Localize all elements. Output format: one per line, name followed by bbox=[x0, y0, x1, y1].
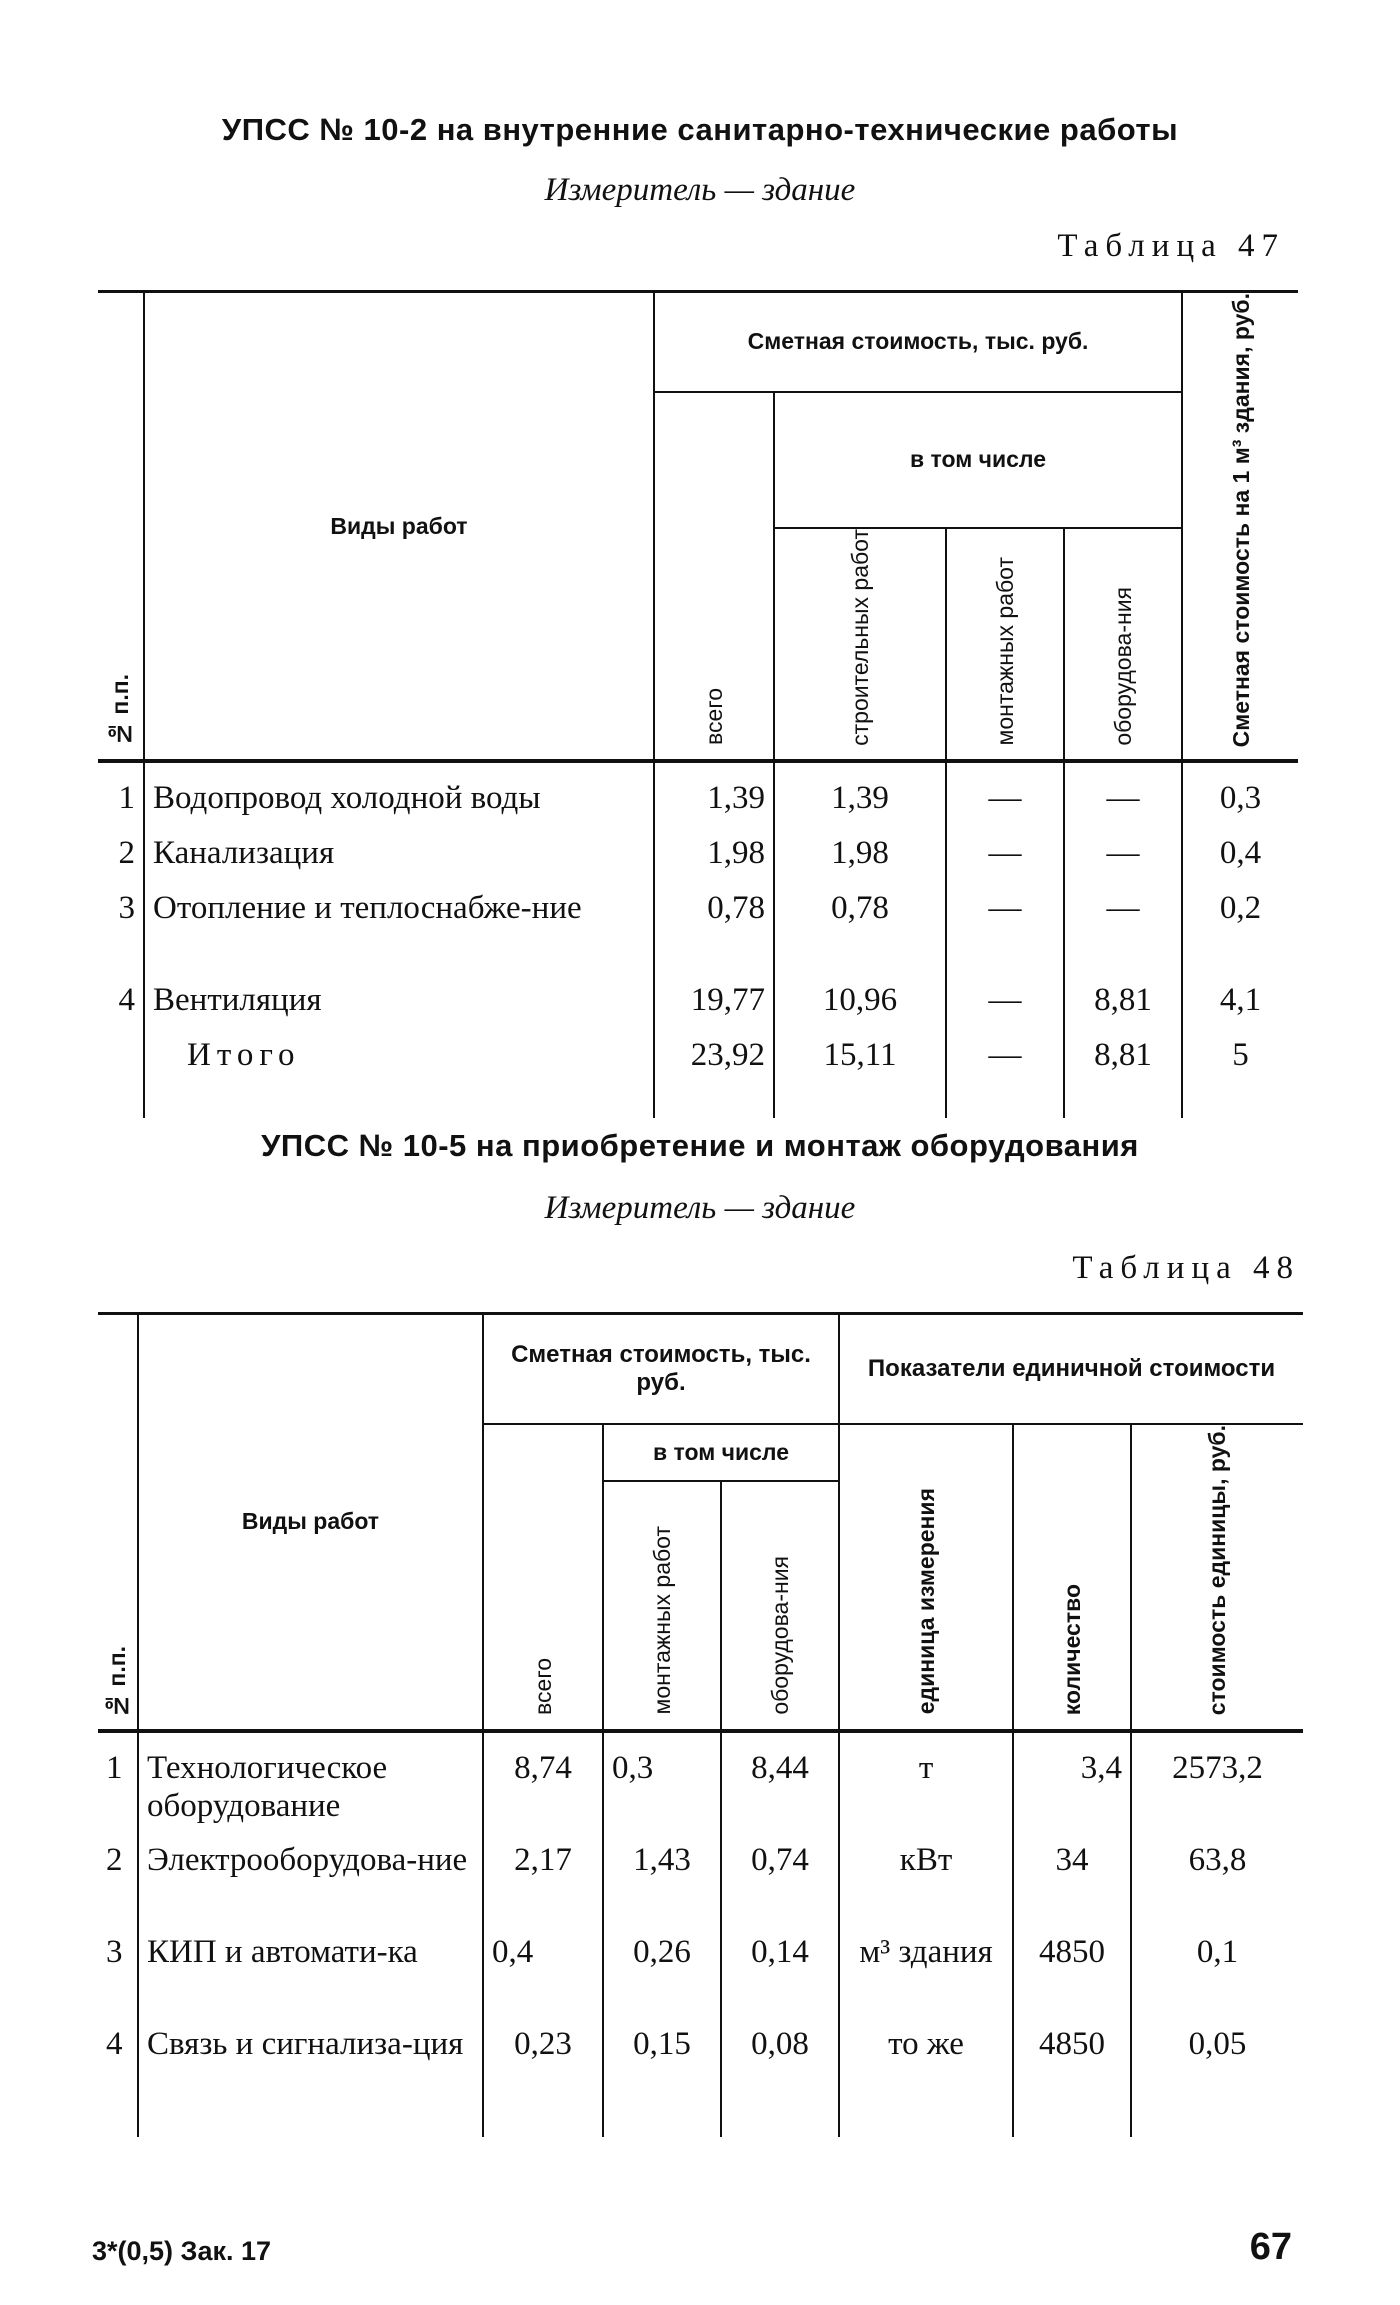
table47-header-types: Виды работ bbox=[144, 292, 654, 762]
table-row: 1 Водопровод холодной воды 1,39 1,39 — — 0,3 bbox=[98, 779, 1298, 834]
table48-header-cost-group: Сметная стоимость, тыс. руб. bbox=[483, 1314, 839, 1424]
table-47 bbox=[98, 290, 1298, 1118]
table-row: 4 Вентиляция 19,77 10,96 — 8,81 4,1 bbox=[98, 981, 1298, 1036]
table48-label: Таблица 48 bbox=[1072, 1250, 1300, 1286]
section2-title: УПСС № 10-5 на приобретение и монтаж оборудования bbox=[261, 1128, 1139, 1163]
table47-header-construction: строительных работ bbox=[774, 528, 946, 762]
table-row: 3 КИП и автомати-ка 0,4 0,26 0,14 м³ здания 4850 0,1 bbox=[98, 1933, 1303, 2025]
table-row: 2 Электрооборудова-ние 2,17 1,43 0,74 кВт 34 63,8 bbox=[98, 1841, 1303, 1933]
section1-measure: Измеритель — здание bbox=[544, 172, 856, 208]
table47-header-per-m3: Сметная стоимость на 1 м³ здания, руб. bbox=[1182, 292, 1298, 762]
table48-header-unit-cost: стоимость единицы, руб. bbox=[1131, 1424, 1303, 1731]
table47-header-including: в том числе bbox=[774, 392, 1182, 528]
table48-header-types: Виды работ bbox=[138, 1314, 483, 1731]
table48-header-unit: единица измерения bbox=[839, 1424, 1013, 1731]
print-info: 3*(0,5) Зак. 17 bbox=[92, 2236, 272, 2266]
table48-header-unit-group: Показатели единичной стоимости bbox=[839, 1314, 1303, 1424]
section2-measure: Измеритель — здание bbox=[544, 1190, 856, 1226]
table-row: 2 Канализация 1,98 1,98 — — 0,4 bbox=[98, 834, 1298, 889]
table-row: 1 Технологическое оборудование 8,74 0,3 8,44 т 3,4 2573,2 bbox=[98, 1749, 1303, 1841]
table48-header-num: № п.п. bbox=[98, 1314, 138, 1731]
table48-header-total: всего bbox=[483, 1424, 603, 1731]
table47-header-total: всего bbox=[654, 392, 774, 762]
table-row: 4 Связь и сигнализа-ция 0,23 0,15 0,08 то же 4850 0,05 bbox=[98, 2025, 1303, 2137]
table47-header-mounting: монтажных работ bbox=[946, 528, 1064, 762]
table48-header-including: в том числе bbox=[603, 1424, 839, 1481]
table-row: 3 Отопление и теплоснабже-ние 0,78 0,78 — — 0,2 bbox=[98, 889, 1298, 981]
table48-header-quantity: количество bbox=[1013, 1424, 1131, 1731]
table47-header-num: № п.п. bbox=[98, 292, 144, 762]
table48-header-mounting: монтажных работ bbox=[603, 1481, 721, 1731]
table-row-total: Итого 23,92 15,11 — 8,81 5 bbox=[98, 1036, 1298, 1118]
page-number: 67 bbox=[1249, 2226, 1292, 2268]
table47-header-equipment: оборудова-ния bbox=[1064, 528, 1182, 762]
table47-header-cost-group: Сметная стоимость, тыс. руб. bbox=[654, 292, 1182, 392]
table-48 bbox=[98, 1312, 1303, 2137]
section1-title: УПСС № 10-2 на внутренние санитарно-технические работы bbox=[221, 112, 1179, 147]
table48-header-equipment: оборудова-ния bbox=[721, 1481, 839, 1731]
table47-label: Таблица 47 bbox=[1057, 228, 1285, 264]
